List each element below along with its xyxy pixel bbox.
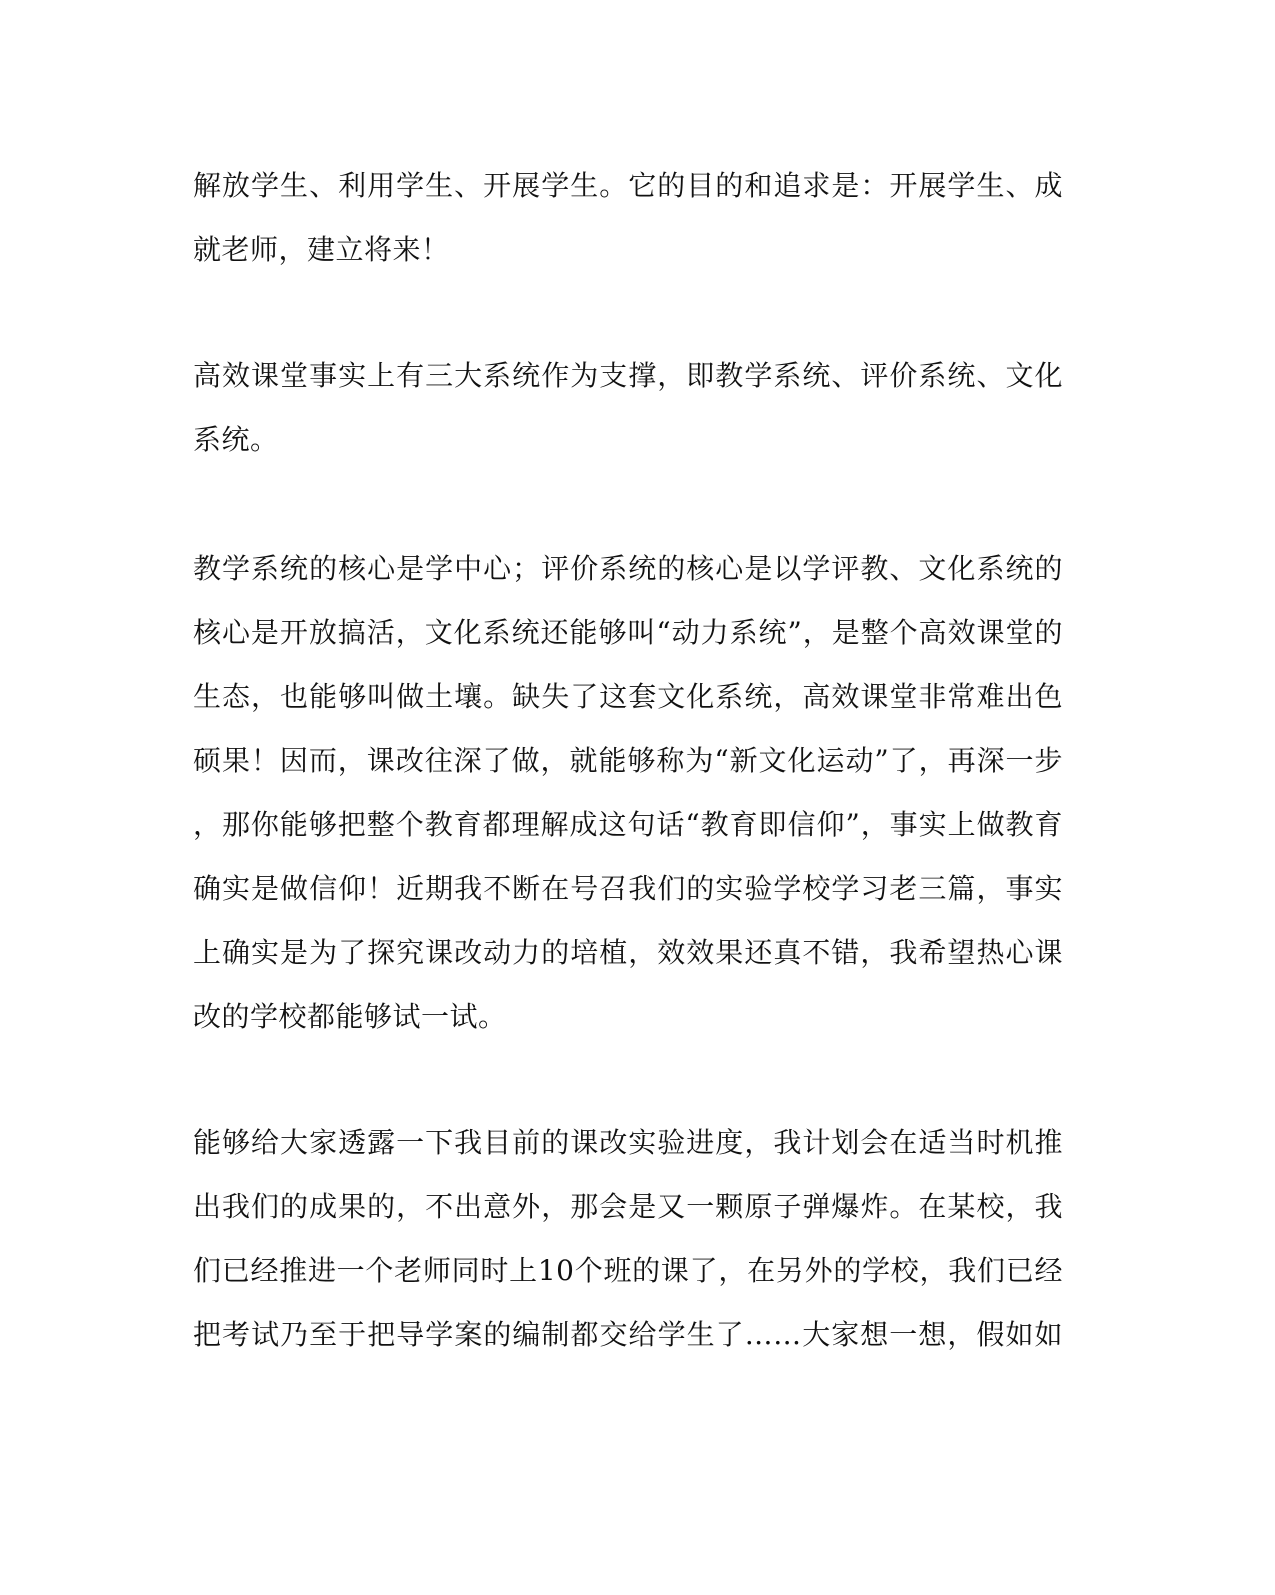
text-line: 解放学生、利用学生、开展学生。它的目的和追求是：开展学生、成 — [193, 169, 1063, 202]
paragraph-4 — [193, 1111, 1063, 1367]
text-line: 高效课堂事实上有三大系统作为支撑，即教学系统、评价系统、文化 — [193, 359, 1063, 392]
text-line: 教学系统的核心是学中心；评价系统的核心是以学评教、文化系统的 — [193, 552, 1063, 585]
text-line: 改的学校都能够试一试。 — [193, 1000, 507, 1033]
paragraph-3 — [193, 537, 1063, 1049]
text-line: 核心是开放搞活，文化系统还能够叫“动力系统”，是整个高效课堂的 — [193, 616, 1063, 649]
text-line: ，那你能够把整个教育都理解成这句话“教育即信仰”，事实上做教育 — [193, 808, 1063, 841]
text-line: 系统。 — [193, 423, 279, 456]
text-line: 们已经推进一个老师同时上10个班的课了，在另外的学校，我们已经 — [193, 1254, 1063, 1287]
text-line: 生态，也能够叫做土壤。缺失了这套文化系统，高效课堂非常难出色 — [193, 680, 1063, 713]
text-line: 把考试乃至于把导学案的编制都交给学生了……大家想一想，假如如 — [193, 1318, 1063, 1351]
text-line: 出我们的成果的，不出意外，那会是又一颗原子弹爆炸。在某校，我 — [193, 1190, 1063, 1223]
text-line: 上确实是为了探究课改动力的培植，效效果还真不错，我希望热心课 — [193, 936, 1063, 969]
text-line: 硕果！因而，课改往深了做，就能够称为“新文化运动”了，再深一步 — [193, 744, 1063, 777]
paragraph-2 — [193, 344, 1063, 472]
text-line: 确实是做信仰！近期我不断在号召我们的实验学校学习老三篇，事实 — [193, 872, 1063, 905]
text-line: 就老师，建立将来！ — [193, 233, 450, 266]
paragraph-1 — [193, 154, 1063, 282]
text-line: 能够给大家透露一下我目前的课改实验进度，我计划会在适当时机推 — [193, 1126, 1063, 1159]
